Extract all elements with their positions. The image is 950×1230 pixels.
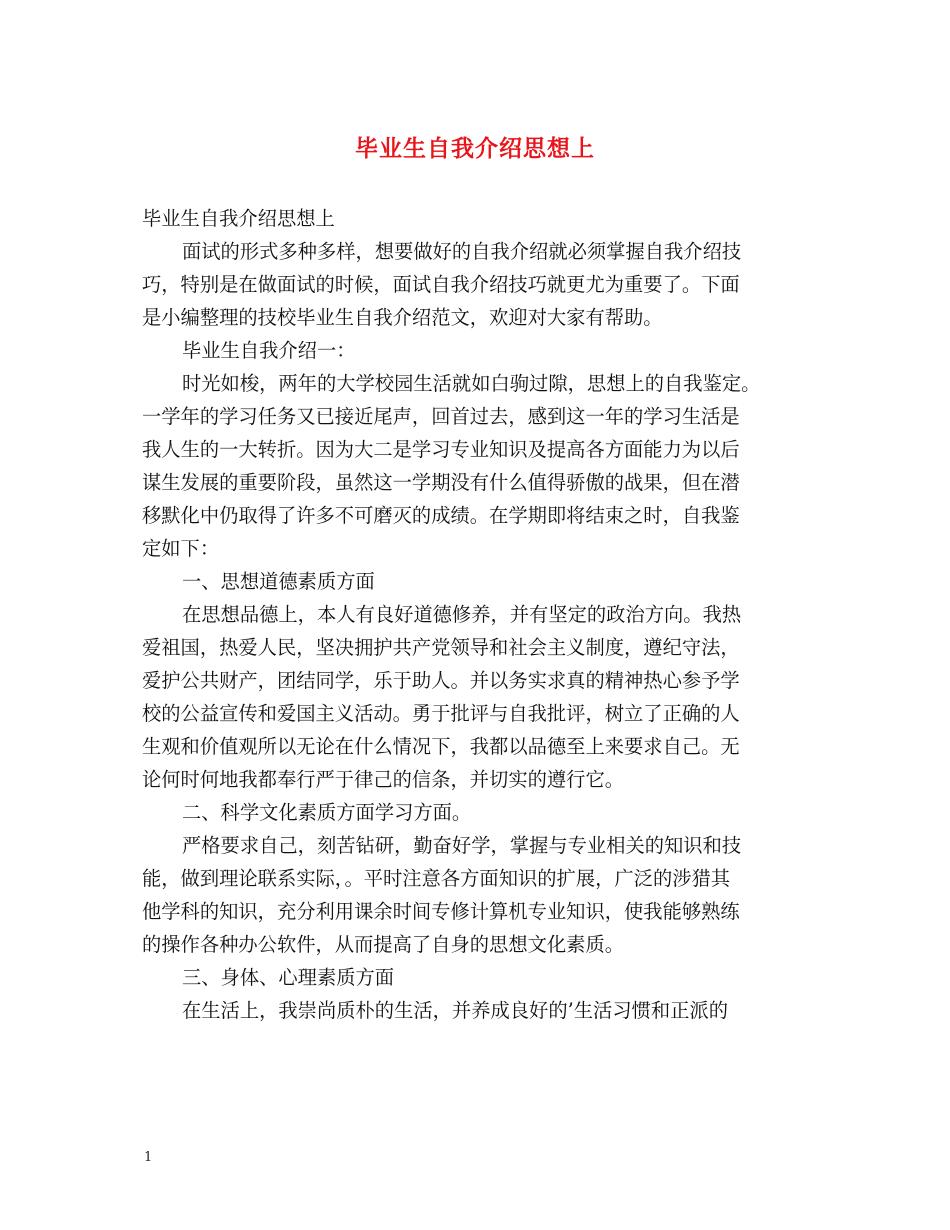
text-line: 一、思想道德素质方面 <box>182 570 375 593</box>
text-line: 论何时何地我都奉行严于律己的信条，并切实的遵行它。 <box>142 768 625 791</box>
text-line: 校的公益宣传和爱国主义活动。勇于批评与自我批评，树立了正确的人 <box>142 702 740 725</box>
text-line: 能，做到理论联系实际，。平时注意各方面知识的扩展，广泛的涉猎其 <box>142 867 731 890</box>
text-line: 生观和价值观所以无论在什么情况下，我都以品德至上来要求自己。无 <box>142 735 740 758</box>
text-line: 二、科学文化素质方面学习方面。 <box>182 801 472 824</box>
text-line: 我人生的一大转折。因为大二是学习专业知识及提高各方面能力为以后 <box>142 438 740 461</box>
text-line: 爱祖国，热爱人民，坚决拥护共产党领导和社会主义制度，遵纪守法， <box>142 636 740 659</box>
text-line: 他学科的知识，充分利用课余时间专修计算机专业知识，使我能够熟练 <box>142 900 740 923</box>
text-line: 定如下： <box>142 537 220 560</box>
text-line: 严格要求自己，刻苦钻研，勤奋好学，掌握与专业相关的知识和技 <box>182 834 742 857</box>
text-line: 毕业生自我介绍一： <box>182 339 356 362</box>
text-line: 巧，特别是在做面试的时候，面试自我介绍技巧就更尤为重要了。下面 <box>142 273 740 296</box>
text-line: 时光如梭，两年的大学校园生活就如白驹过隙，思想上的自我鉴定。 <box>182 372 761 395</box>
text-line: 爱护公共财产，团结同学，乐于助人。并以务实求真的精神热心参予学 <box>142 669 740 692</box>
text-line: 在生活上，我崇尚质朴的生活，并养成良好的’生活习惯和正派的 <box>182 999 729 1022</box>
text-line: 谋生发展的重要阶段，虽然这一学期没有什么值得骄傲的战果，但在潜 <box>142 471 740 494</box>
page-number: 1 <box>144 1150 153 1165</box>
text-line: 三、身体、心理素质方面 <box>182 966 395 989</box>
text-line: 毕业生自我介绍思想上 <box>142 207 335 230</box>
document-body <box>142 202 832 1027</box>
text-line: 是小编整理的技校毕业生自我介绍范文，欢迎对大家有帮助。 <box>142 306 663 329</box>
text-line: 一学年的学习任务又已接近尾声，回首过去，感到这一年的学习生活是 <box>142 405 740 428</box>
text-line: 的操作各种办公软件，从而提高了自身的思想文化素质。 <box>142 933 625 956</box>
text-line: 在思想品德上，本人有良好道德修养，并有坚定的政治方向。我热 <box>182 603 742 626</box>
text-line: 移默化中仍取得了许多不可磨灭的成绩。在学期即将结束之时，自我鉴 <box>142 504 740 527</box>
document-title: 毕业生自我介绍思想上 <box>355 135 595 162</box>
text-line: 面试的形式多种多样，想要做好的自我介绍就必须掌握自我介绍技 <box>182 240 742 263</box>
